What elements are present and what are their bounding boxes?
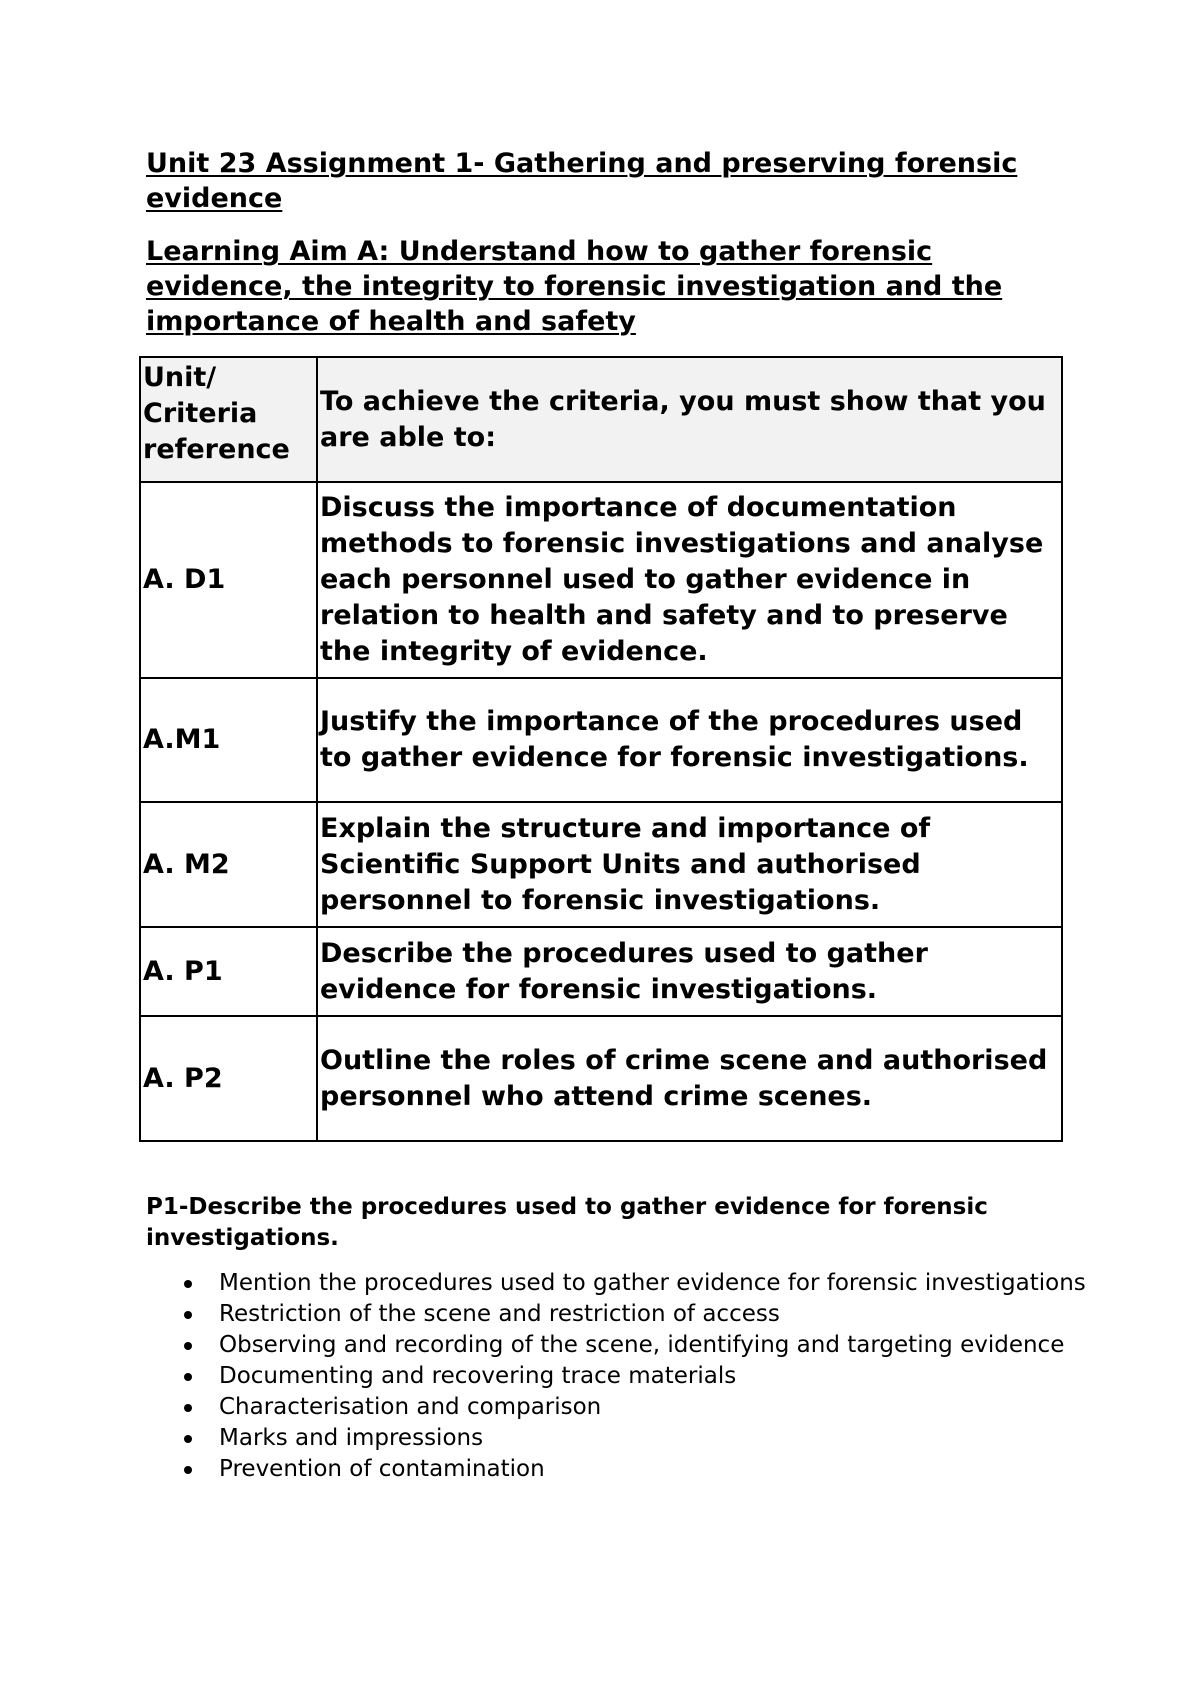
learning-aim-heading: Learning Aim A: Understand how to gather forensic evidence, the integrity to forensic investigation and the importance of health and safety: [146, 236, 1003, 337]
list-item: [219, 1423, 1119, 1454]
criteria-table-header-row: [140, 357, 1062, 482]
criteria-description-cell: Justify the importance of the procedures used to gather evidence for forensic investigations.: [317, 678, 1062, 802]
criteria-row: [140, 802, 1062, 927]
criteria-row: [140, 678, 1062, 802]
criteria-reference-cell: A. P1: [140, 927, 317, 1016]
bullet-icon: [184, 1373, 192, 1381]
task-points-list: [146, 1268, 1119, 1485]
criteria-row: [140, 482, 1062, 678]
list-item: [219, 1392, 1119, 1423]
criteria-table: [139, 356, 1063, 1142]
task-heading: P1-Describe the procedures used to gather evidence for forensic investigations.: [146, 1194, 988, 1251]
criteria-row: [140, 1016, 1062, 1141]
criteria-description-cell: Describe the procedures used to gather evidence for forensic investigations.: [317, 927, 1062, 1016]
bullet-icon: [184, 1311, 192, 1319]
criteria-description-header: To achieve the criteria, you must show that you are able to:: [317, 357, 1062, 482]
criteria-reference-cell: A. D1: [140, 482, 317, 678]
bullet-icon: [184, 1404, 192, 1412]
list-item-text: Documenting and recovering trace materials: [219, 1363, 737, 1389]
list-item-text: Mention the procedures used to gather evidence for forensic investigations: [219, 1270, 1086, 1296]
list-item-text: Marks and impressions: [219, 1425, 484, 1451]
list-item: [219, 1268, 1119, 1299]
criteria-reference-cell: A. M2: [140, 802, 317, 927]
bullet-icon: [184, 1435, 192, 1443]
criteria-reference-cell: A.M1: [140, 678, 317, 802]
criteria-description-cell: Discuss the importance of documentation methods to forensic investigations and analyse each personnel used to gather evidence in relation to health and safety and to preserve the integrity of evidence.: [317, 482, 1062, 678]
criteria-description-cell: Explain the structure and importance of Scientific Support Units and authorised personnel to forensic investigations.: [317, 802, 1062, 927]
list-item-text: Restriction of the scene and restriction of access: [219, 1301, 780, 1327]
list-item: [219, 1330, 1119, 1361]
list-item: [219, 1454, 1119, 1485]
criteria-reference-header: Unit/ Criteria reference: [140, 357, 317, 482]
document-title: Unit 23 Assignment 1- Gathering and preserving forensic evidence: [146, 148, 1018, 214]
list-item: [219, 1361, 1119, 1392]
bullet-icon: [184, 1342, 192, 1350]
criteria-row: [140, 927, 1062, 1016]
bullet-icon: [184, 1280, 192, 1288]
list-item-text: Prevention of contamination: [219, 1456, 545, 1482]
list-item: [219, 1299, 1119, 1330]
criteria-reference-cell: A. P2: [140, 1016, 317, 1141]
list-item-text: Observing and recording of the scene, identifying and targeting evidence: [219, 1332, 1065, 1358]
bullet-icon: [184, 1466, 192, 1474]
criteria-description-cell: Outline the roles of crime scene and authorised personnel who attend crime scenes.: [317, 1016, 1062, 1141]
list-item-text: Characterisation and comparison: [219, 1394, 602, 1420]
